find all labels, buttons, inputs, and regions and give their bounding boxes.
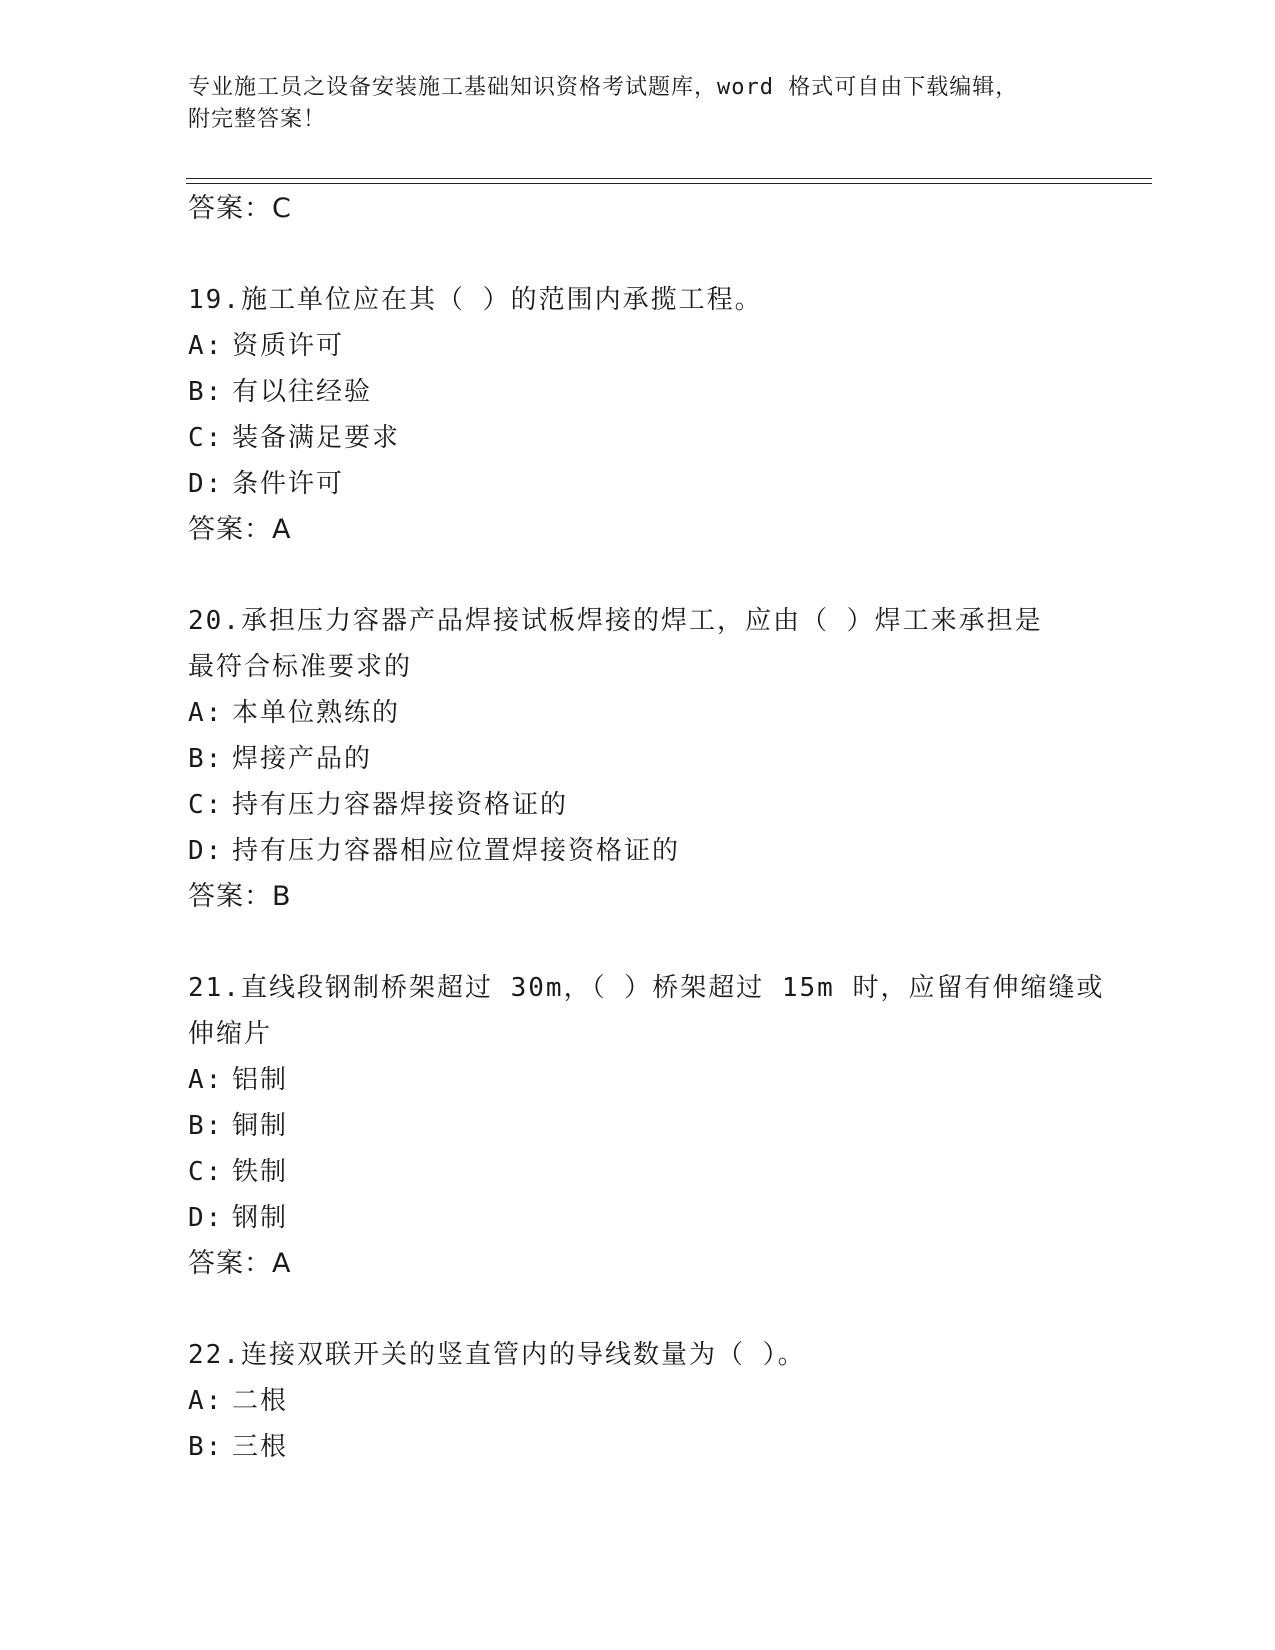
option-a	[188, 1057, 1128, 1103]
option-text: 铁制	[232, 1157, 289, 1187]
option-letter: A:	[188, 331, 224, 361]
option-letter: C:	[188, 790, 224, 820]
question-stem-continued: 伸缩片	[188, 1019, 273, 1049]
option-a	[188, 1378, 1128, 1424]
option-letter: A:	[188, 1065, 224, 1095]
option-c	[188, 415, 1128, 461]
question-stem-continued: 最符合标准要求的	[188, 652, 413, 682]
option-d	[188, 461, 1128, 507]
option-letter: B:	[188, 1432, 224, 1462]
option-letter: B:	[188, 744, 224, 774]
option-b	[188, 369, 1128, 415]
option-a	[188, 323, 1128, 369]
option-b	[188, 736, 1128, 782]
option-letter: D:	[188, 836, 224, 866]
question-22	[188, 1332, 1128, 1470]
previous-answer: 答案：C	[188, 193, 292, 224]
option-text: 有以往经验	[232, 377, 373, 407]
question-20	[188, 598, 1128, 920]
option-d	[188, 1195, 1128, 1241]
spacer	[188, 232, 1128, 277]
option-d	[188, 828, 1128, 874]
question-19	[188, 277, 1128, 553]
question-list	[188, 186, 1128, 1470]
option-letter: B:	[188, 1111, 224, 1141]
option-letter: A:	[188, 698, 224, 728]
option-text: 铜制	[232, 1111, 289, 1141]
answer: 答案：B	[188, 881, 292, 912]
option-text: 本单位熟练的	[232, 698, 401, 728]
spacer	[188, 920, 1128, 965]
option-text: 三根	[232, 1432, 289, 1462]
option-c	[188, 782, 1128, 828]
document-header	[188, 72, 1088, 136]
option-letter: A:	[188, 1386, 224, 1416]
option-text: 条件许可	[232, 469, 345, 499]
option-a	[188, 690, 1128, 736]
option-text: 装备满足要求	[232, 423, 401, 453]
question-stem: 19.施工单位应在其（ ）的范围内承揽工程。	[188, 285, 763, 315]
option-b	[188, 1103, 1128, 1149]
option-c	[188, 1149, 1128, 1195]
option-letter: D:	[188, 1203, 224, 1233]
header-divider-bottom	[186, 183, 1152, 184]
answer: 答案：A	[188, 514, 292, 545]
spacer	[188, 553, 1128, 598]
option-text: 焊接产品的	[232, 744, 373, 774]
question-21	[188, 965, 1128, 1287]
question-stem: 22.连接双联开关的竖直管内的导线数量为（ ）。	[188, 1340, 806, 1370]
header-divider-top	[186, 178, 1152, 179]
option-text: 二根	[232, 1386, 289, 1416]
header-line-2: 附完整答案！	[188, 107, 327, 132]
option-b	[188, 1424, 1128, 1470]
spacer	[188, 1287, 1128, 1332]
option-letter: C:	[188, 423, 224, 453]
option-text: 资质许可	[232, 331, 345, 361]
question-stem: 21.直线段钢制桥架超过 30m，（ ）桥架超过 15m 时，应留有伸缩缝或	[188, 973, 1105, 1003]
option-letter: D:	[188, 469, 224, 499]
option-text: 钢制	[232, 1203, 289, 1233]
answer: 答案：A	[188, 1248, 292, 1279]
option-text: 铝制	[232, 1065, 289, 1095]
header-line-1: 专业施工员之设备安装施工基础知识资格考试题库，word 格式可自由下载编辑，	[188, 75, 1019, 100]
question-stem: 20.承担压力容器产品焊接试板焊接的焊工，应由（ ）焊工来承担是	[188, 606, 1043, 636]
option-letter: B:	[188, 377, 224, 407]
option-letter: C:	[188, 1157, 224, 1187]
option-text: 持有压力容器焊接资格证的	[232, 790, 569, 820]
option-text: 持有压力容器相应位置焊接资格证的	[232, 836, 681, 866]
